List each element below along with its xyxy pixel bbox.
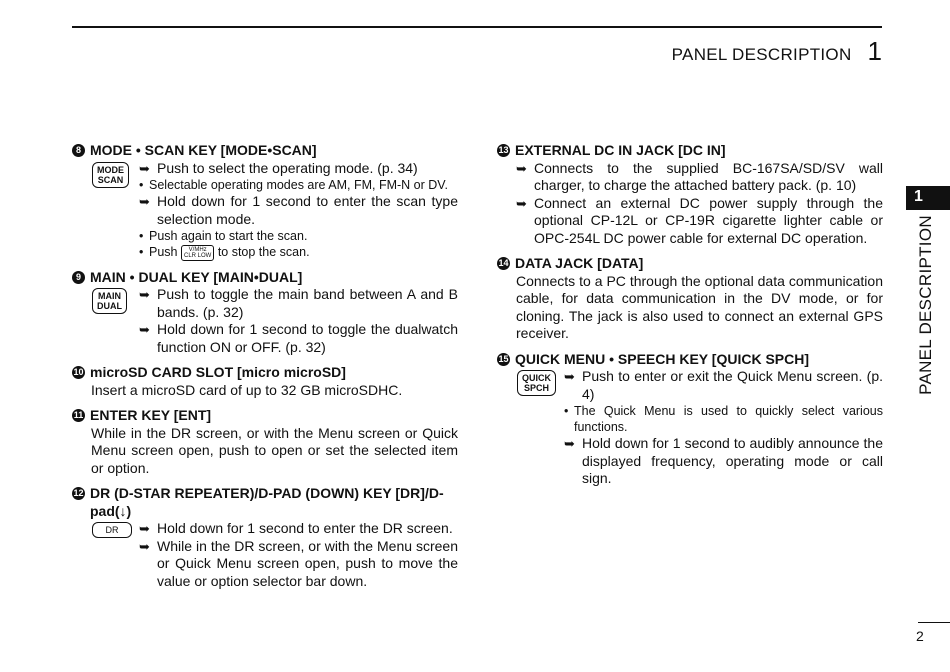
list-item: ➥ Hold down for 1 second to enter the DR screen. — [139, 520, 453, 537]
list-item: ➥ Push to toggle the main band between A and B bands. (p. 32) — [139, 286, 458, 320]
sub-note: • The Quick Menu is used to quickly select various functions. — [564, 404, 883, 434]
page-number: 2 — [916, 628, 924, 644]
list-item: ➥ While in the DR screen, or with the Menu screen or Quick Menu screen open, push to move the value or option selector bar down. — [139, 537, 458, 589]
section-main-dual-key — [72, 269, 458, 357]
chapter-tab — [906, 186, 950, 210]
section-title: DR (D-STAR REPEATER)/D-PAD (DOWN) KEY [DR]/D-pad(↓) — [90, 485, 444, 519]
vmhz-key-icon: V/MHz CLR LOW — [181, 245, 214, 261]
section-number: 13 — [498, 145, 509, 155]
dr-key-icon: DR — [92, 522, 132, 538]
arrow-bullet-icon: ➥ — [564, 369, 575, 384]
section-quick-spch-key — [497, 351, 883, 488]
mode-scan-key-icon: MODE SCAN — [92, 162, 129, 188]
arrow-bullet-icon: ➥ — [139, 160, 150, 176]
list-item: ➥ Hold down for 1 second to audibly announce the displayed frequency, operating mode or call sign. — [564, 435, 883, 486]
section-title: ENTER KEY [ENT] — [90, 407, 212, 424]
section-mode-scan-key — [72, 142, 458, 261]
section-enter-key — [72, 407, 458, 477]
section-dc-in-jack — [497, 142, 883, 247]
footer-rule — [918, 622, 950, 623]
right-column — [497, 142, 883, 496]
arrow-bullet-icon: ➥ — [139, 322, 150, 338]
section-data-jack — [497, 255, 883, 343]
section-title: MODE • SCAN KEY [MODE•SCAN] — [90, 142, 317, 158]
section-title: QUICK MENU • SPEECH KEY [QUICK SPCH] — [515, 350, 810, 367]
left-column — [72, 142, 458, 598]
chapter-tab-number: 1 — [914, 188, 923, 205]
page-header — [672, 36, 882, 67]
quick-spch-key-icon: QUICK SPCH — [517, 370, 556, 396]
section-title: DATA JACK [DATA] — [515, 255, 644, 271]
section-dr-key — [72, 485, 458, 590]
list-item: ➥ Hold down for 1 second to enter the scan type selection mode. — [139, 193, 458, 227]
list-item: ➥ Connect an external DC power supply through the optional CP-12L or CP-19R cigarette lighter cable or OPC-254L DC power cable for external DC operation. — [516, 194, 883, 246]
main-dual-key-icon: MAIN DUAL — [92, 288, 127, 314]
arrow-bullet-icon: ➥ — [564, 436, 575, 451]
section-number: 15 — [498, 353, 509, 364]
section-number: 14 — [498, 258, 509, 268]
section-number: 9 — [72, 271, 85, 284]
section-title: microSD CARD SLOT [micro microSD] — [90, 364, 346, 381]
section-number: 10 — [73, 367, 84, 378]
arrow-bullet-icon: ➥ — [516, 160, 527, 176]
sub-note: • Selectable operating modes are AM, FM, FM-N or DV. — [139, 178, 448, 192]
arrow-bullet-icon: ➥ — [139, 538, 150, 554]
top-rule — [72, 26, 882, 28]
section-body: While in the DR screen, or with the Menu screen or Quick Menu screen open, push to open or set the selected item or option. — [91, 424, 458, 476]
side-chapter-label: PANEL DESCRIPTION — [916, 215, 935, 395]
arrow-bullet-icon: ➥ — [516, 195, 527, 211]
list-item: ➥ Connects to the supplied BC-167SA/SD/SV wall charger, to charge the attached battery pack. (p. 10) — [516, 159, 883, 193]
header-title: PANEL DESCRIPTION — [671, 45, 852, 64]
section-body: Connects to a PC through the optional data communication cable, for data communication in the DV mode, or for cloning. The jack is also used to connect an external GPS receiver. — [516, 272, 883, 341]
section-title: MAIN • DUAL KEY [MAIN•DUAL] — [90, 268, 303, 285]
section-number: 8 — [72, 144, 85, 157]
section-microsd-slot — [72, 364, 458, 399]
sub-note: • Push again to start the scan. — [139, 229, 308, 243]
arrow-bullet-icon: ➥ — [139, 521, 150, 537]
list-item: ➥ Push to enter or exit the Quick Menu screen. (p. 4) — [564, 368, 883, 402]
arrow-bullet-icon: ➥ — [139, 287, 150, 303]
section-number: 11 — [73, 410, 84, 421]
list-item: ➥ Push to select the operating mode. (p. 34) — [139, 159, 418, 176]
section-body: Insert a microSD card of up to 32 GB microSDHC. — [91, 381, 403, 398]
section-title: EXTERNAL DC IN JACK [DC IN] — [515, 142, 726, 158]
list-item: ➥ Hold down for 1 second to toggle the dualwatch function ON or OFF. (p. 32) — [139, 321, 458, 355]
header-chapter-number: 1 — [867, 36, 882, 66]
section-number: 12 — [73, 488, 84, 499]
sub-note: • Push V/MHz CLR LOW to stop the scan. — [139, 245, 310, 259]
arrow-bullet-icon: ➥ — [139, 194, 150, 209]
